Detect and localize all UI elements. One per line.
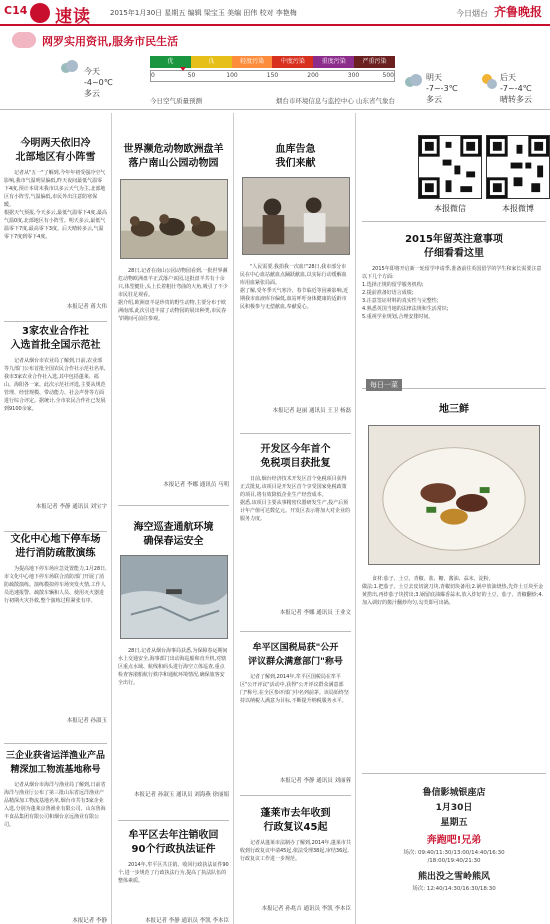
- aqi-tick-label: 100: [226, 72, 238, 79]
- article: [240, 807, 351, 917]
- divider: [240, 795, 351, 796]
- article-head: [118, 143, 229, 173]
- weather-tomorrow: [426, 72, 458, 105]
- cloud-icon: [58, 56, 80, 78]
- qr-code-icon: [419, 136, 481, 198]
- byline: 本报记者 李娜 通讯员 马明: [163, 482, 229, 488]
- byline: 本报记者 蒋大伟: [66, 304, 107, 310]
- article-body: 2015年即将开启新一轮留学申请季,准备前往英国留学的学生和家长需要注意以下几个方面: 1.选择正规的留学服务机构; 2.提前准备好语言成绩; 3.注意签证材料的真实性与完整性; 4.熟悉英国当地的法律法规和生活常识; 5.重视学业规划,合理安排时间。: [362, 266, 542, 320]
- film-title: 熊出没之雪岭熊风: [417, 872, 490, 882]
- article-body: 记者从烟台市海洋与渔业局了解到,日前省海洋与渔业厅公布了第三批山东省远洋渔业产品精深加工物流基地名单,烟台市共有3家企业入选,分别为蓬莱京鲁渔业有限公司、山东鲁海丰食品集团有限公司和烟台京远渔业有限公司。: [4, 782, 106, 828]
- movie-listing: [362, 785, 546, 892]
- theater-name: 鲁信影城银座店: [422, 788, 486, 798]
- aqi-level-3: 中度污染: [272, 56, 313, 68]
- divider: [362, 221, 546, 222]
- column-2: [114, 113, 234, 924]
- weather-after-desc: 晴转多云: [500, 95, 532, 104]
- aqi-tick-label: 200: [307, 72, 319, 79]
- article: [118, 643, 229, 813]
- page-number: C14: [4, 4, 28, 17]
- weather-after-temp: -7~-4℃: [500, 84, 532, 93]
- wechat-qr-code[interactable]: [418, 135, 482, 199]
- article: [4, 325, 107, 525]
- article-head: [118, 521, 229, 551]
- dish-title: 地三鲜: [439, 404, 469, 415]
- article-body: 记者从蓬莱市法制办了解到,2014年,蓬莱市共收到行政复议申请45起,依法受理38起,审结36起,行政复议工作进一步规范。: [240, 840, 351, 862]
- aqi-ticks: [150, 70, 395, 82]
- headline: 血库告急 我们来献: [275, 144, 316, 169]
- section-title: 速读: [55, 7, 91, 27]
- aqi-tick-label: 50: [187, 72, 196, 79]
- masthead: [0, 0, 550, 26]
- weather-after-label: 后天: [500, 73, 516, 82]
- cloud-icon: [402, 70, 424, 92]
- sun-cloud-icon: [478, 70, 500, 92]
- divider: [240, 631, 351, 632]
- aqi-footer: [150, 96, 395, 105]
- article-body: 记者从烟台市农业局了解到,日前,农业部等九部门公布首批全国农民合作社示范社名单,我市3家农业合作社入选,其中包括蓬莱、福山、海阳各一家。此次示范社评选,主要从规范管理、经营规模、带动能力、社会声誉等方面进行综合评定。据统计,全市农民合作社已发展到9100余家。: [4, 358, 106, 412]
- article-body: 2014年,牟平区共注销、收回行政执法证件90个,进一步规范了行政执法行为,提高了执法队伍的整体素质。: [118, 862, 229, 884]
- byline: 本报记者 李静 通讯员 李凯 李本臣: [145, 918, 229, 924]
- divider: [240, 433, 351, 434]
- film-showtimes: 场次: 12:40/14:30/16:30/18:30: [412, 886, 496, 892]
- byline: 本报记者 李娜 通讯员 王业文: [279, 610, 351, 616]
- weather-today-temp: -4~0℃: [84, 78, 113, 87]
- headline: 牟平区去年注销收回 90个行政执法证件: [128, 830, 219, 855]
- divider: [4, 321, 107, 322]
- article: [4, 533, 107, 733]
- article: [118, 263, 229, 493]
- article-body: 记者从"五一"了解到,今年年初受强冷空气影响,我市气温明显偏低,昨天夜间最低气温零下4度,预计本周末我市以多云天气为主,北部地区有小阵雪,气温偏低,市民外出注意防寒保暖。 根据天气预报,今天多云,最低气温零下4度,最高气温0度,北部地区有小阵雪。明天多云,最低气温零下7度,最高零下3度。后天晴转多云,气温零下7度到零下4度。: [4, 170, 107, 240]
- paper-subname: 今日烟台: [455, 9, 488, 18]
- weather-after: [500, 72, 532, 105]
- headline: 三企业获省运洋渔业产品 精深加工物流基地称号: [5, 751, 105, 775]
- photo-blood-donation: [242, 177, 350, 255]
- aqi-level-5: 严重污染: [354, 56, 395, 68]
- article-body: 28日,记者从烟台海事局获悉,为保障春运期间水上交通安全,海事部门出动海巡船和直升机,对辖区重点水域、航线和码头进行海空立体巡查,重点检查客滚船航行秩序和通航环境情况,确保旅客安全出行。: [118, 648, 228, 686]
- byline: 本报记者 孙淑玉: [66, 718, 107, 724]
- weather-strip: [0, 52, 550, 110]
- qr-code-icon: [487, 136, 549, 198]
- article: [4, 749, 107, 924]
- weibo-caption: 本报微博: [502, 204, 534, 213]
- article: [240, 443, 351, 623]
- article: [362, 571, 546, 741]
- aqi-level-4: 重度污染: [313, 56, 354, 68]
- article-body: 食材:茄子、土豆、青椒、盐、糖、酱油、蒜末、淀粉。 做法:1.把茄子、土豆去皮切滚刀块,青椒切块备用;2.锅中放油烧热,先炸土豆块至金黄捞出,再炸茄子块捞出;3.锅留底油爆香蒜末,放入炸好的土豆、茄子、青椒翻炒;4.加入调好的酱汁翻炒均匀,勾芡即可出锅。: [362, 576, 544, 606]
- wechat-caption: 本报微信: [434, 204, 466, 213]
- article: [240, 259, 351, 429]
- aqi-level-0: 优: [150, 56, 191, 68]
- aqi-scale: [150, 56, 395, 92]
- headline: 3家农业合作社 入选首批全国示范社: [10, 326, 101, 351]
- headline: 今明两天依旧冷 北部地区有小阵雪: [15, 138, 96, 163]
- movie-date: 1月30日: [435, 803, 473, 813]
- slogan-bar: [0, 28, 550, 50]
- aqi-tick-label: 300: [347, 72, 360, 79]
- headline: 海空巡查通航环境 确保春运安全: [133, 522, 214, 547]
- article: [4, 137, 107, 317]
- divider: [118, 505, 229, 506]
- weather-today: [84, 66, 113, 99]
- aqi-tick-label: 500: [382, 72, 394, 79]
- aqi-tick-label: 0: [151, 72, 155, 79]
- weather-tomorrow-temp: -7~-3℃: [426, 84, 458, 93]
- weather-tomorrow-label: 明天: [426, 73, 442, 82]
- aqi-source: 烟台市环境信息与监控中心 山东省气象台: [275, 97, 395, 105]
- photo-dish: [368, 425, 540, 565]
- headline: 开发区今年首个 免税项目获批复: [260, 444, 331, 469]
- byline: 本报记者 李静: [72, 918, 107, 924]
- column-3: [236, 113, 356, 924]
- column-4: [358, 113, 550, 924]
- daily-dish-tag: 每日一菜: [366, 379, 402, 391]
- article-body: 为提高地下停车场应急处置能力,1月28日,市文化中心地下停车场联合消防部门开展了消防疏散演练。演练模拟停车场突发火情,工作人员迅速报警、疏散车辆和人员、使用灭火器进行初期火灾扑救,整个演练过程紧张有序。: [4, 566, 107, 604]
- article: [362, 233, 546, 381]
- aqi-level-1: 良: [191, 56, 232, 68]
- issue-meta: 2015年1月30日 星期五 编辑 梁宝玉 美编 田伟 校对 李艳梅: [110, 9, 297, 17]
- paper-title: 齐鲁晚报: [493, 5, 542, 19]
- divider: [118, 820, 229, 821]
- film-showtimes: 场次: 09:40/11:30/13:00/14:40/16:30 /18:00/19:40/21:30: [403, 850, 505, 864]
- article: [240, 641, 351, 791]
- weather-today-desc: 多云: [84, 89, 100, 98]
- article-body: 28日,记者在南山公园动物园看到,一批世界濒危动物欧洲盘羊正式落户该园,这批盘羊共有十余只,体型健壮,头上长着粗壮弯曲的大角,吸引了不少市民驻足观看。 据介绍,欧洲盘羊是珍贵的野生动物,主要分布于欧洲南部,此次引进丰富了动物园的展出种类,市民春节期间可前往参观。: [118, 268, 228, 322]
- divider: [362, 773, 546, 774]
- byline: 本报记者 孙淑玉 通讯员 刘海燕 徐丽娟: [134, 792, 229, 798]
- section-badge-icon: [30, 3, 50, 23]
- slogan: 网罗实用资讯,服务市民生活: [42, 35, 179, 48]
- slogan-decoration-icon: [12, 32, 36, 48]
- aqi-levels: [150, 56, 395, 68]
- headline: 文化中心地下停车场 进行消防疏散演练: [10, 534, 101, 559]
- headline: 牟平区国税局获"公开 评议群众满意部门"称号: [248, 643, 343, 667]
- aqi-forecast-label: 今日空气质量预测: [150, 97, 202, 105]
- aqi-tick-label: 150: [266, 72, 279, 79]
- article: [118, 829, 229, 924]
- article-head: [240, 143, 351, 173]
- movie-weekday: 星期五: [440, 818, 468, 828]
- headline: 世界濒危动物欧洲盘羊 落户南山公园动物园: [123, 144, 224, 169]
- weibo-qr-code[interactable]: [486, 135, 550, 199]
- byline: 本报记者 李静 通讯员 刘丽蓉: [279, 778, 351, 784]
- byline: 本报记者 赵丽 通讯员 王卫 杨磊: [272, 408, 351, 414]
- photo-sheep: [120, 179, 228, 259]
- divider: [4, 743, 107, 744]
- aqi-marker-icon: [180, 67, 186, 71]
- byline: 本报记者 孙兆吉 通讯员 李凯 李本臣: [261, 906, 351, 912]
- article-body: 记者了解到,2014年,牟平区国税局在牟平区"公开评议"活动中,获得"公开评议群众满意部门"称号,在全区参评部门中名列前茅。该局始终坚持以纳税人满意为目标,不断提升纳税服务水平。: [240, 674, 349, 704]
- divider: [4, 531, 107, 532]
- byline: 本报记者 李静 通讯员 刘宝宇: [35, 504, 107, 510]
- weather-tomorrow-desc: 多云: [426, 95, 442, 104]
- article-body: 日前,烟台经济技术开发区首个免税项目获得正式批复,该项目是开发区首个享受国家免税政策的项目,将有效降低企业生产经营成本。 据悉,该项目主要从事精密仪器研发生产,投产后预计年产值可达数亿元。开发区表示将加大对企业的服务力度。: [240, 476, 351, 522]
- headline: 2015年留英注意事项 仔细看看这里: [405, 234, 503, 259]
- film-title: 奔跑吧!兄弟: [426, 835, 482, 846]
- photo-sea-patrol: [120, 555, 228, 639]
- aqi-level-2: 轻度污染: [232, 56, 273, 68]
- headline: 蓬莱市去年收到 行政复议45起: [260, 808, 331, 833]
- dish-head: [362, 403, 546, 423]
- article-body: "人民需要,我捐我一次血!"28日,我市部分市民在中心血站献血点踊跃献血,以实际行动缓解血库用血紧张局面。 据了解,受冬季天气寒冷、春节临近等因素影响,近期我市血液库存偏低,血站呼吁身体健康的适龄市民积极参与无偿献血,奉献爱心。: [240, 264, 349, 310]
- column-1: [0, 113, 112, 924]
- paper-name: [456, 3, 542, 20]
- weather-today-label: 今天: [84, 67, 100, 76]
